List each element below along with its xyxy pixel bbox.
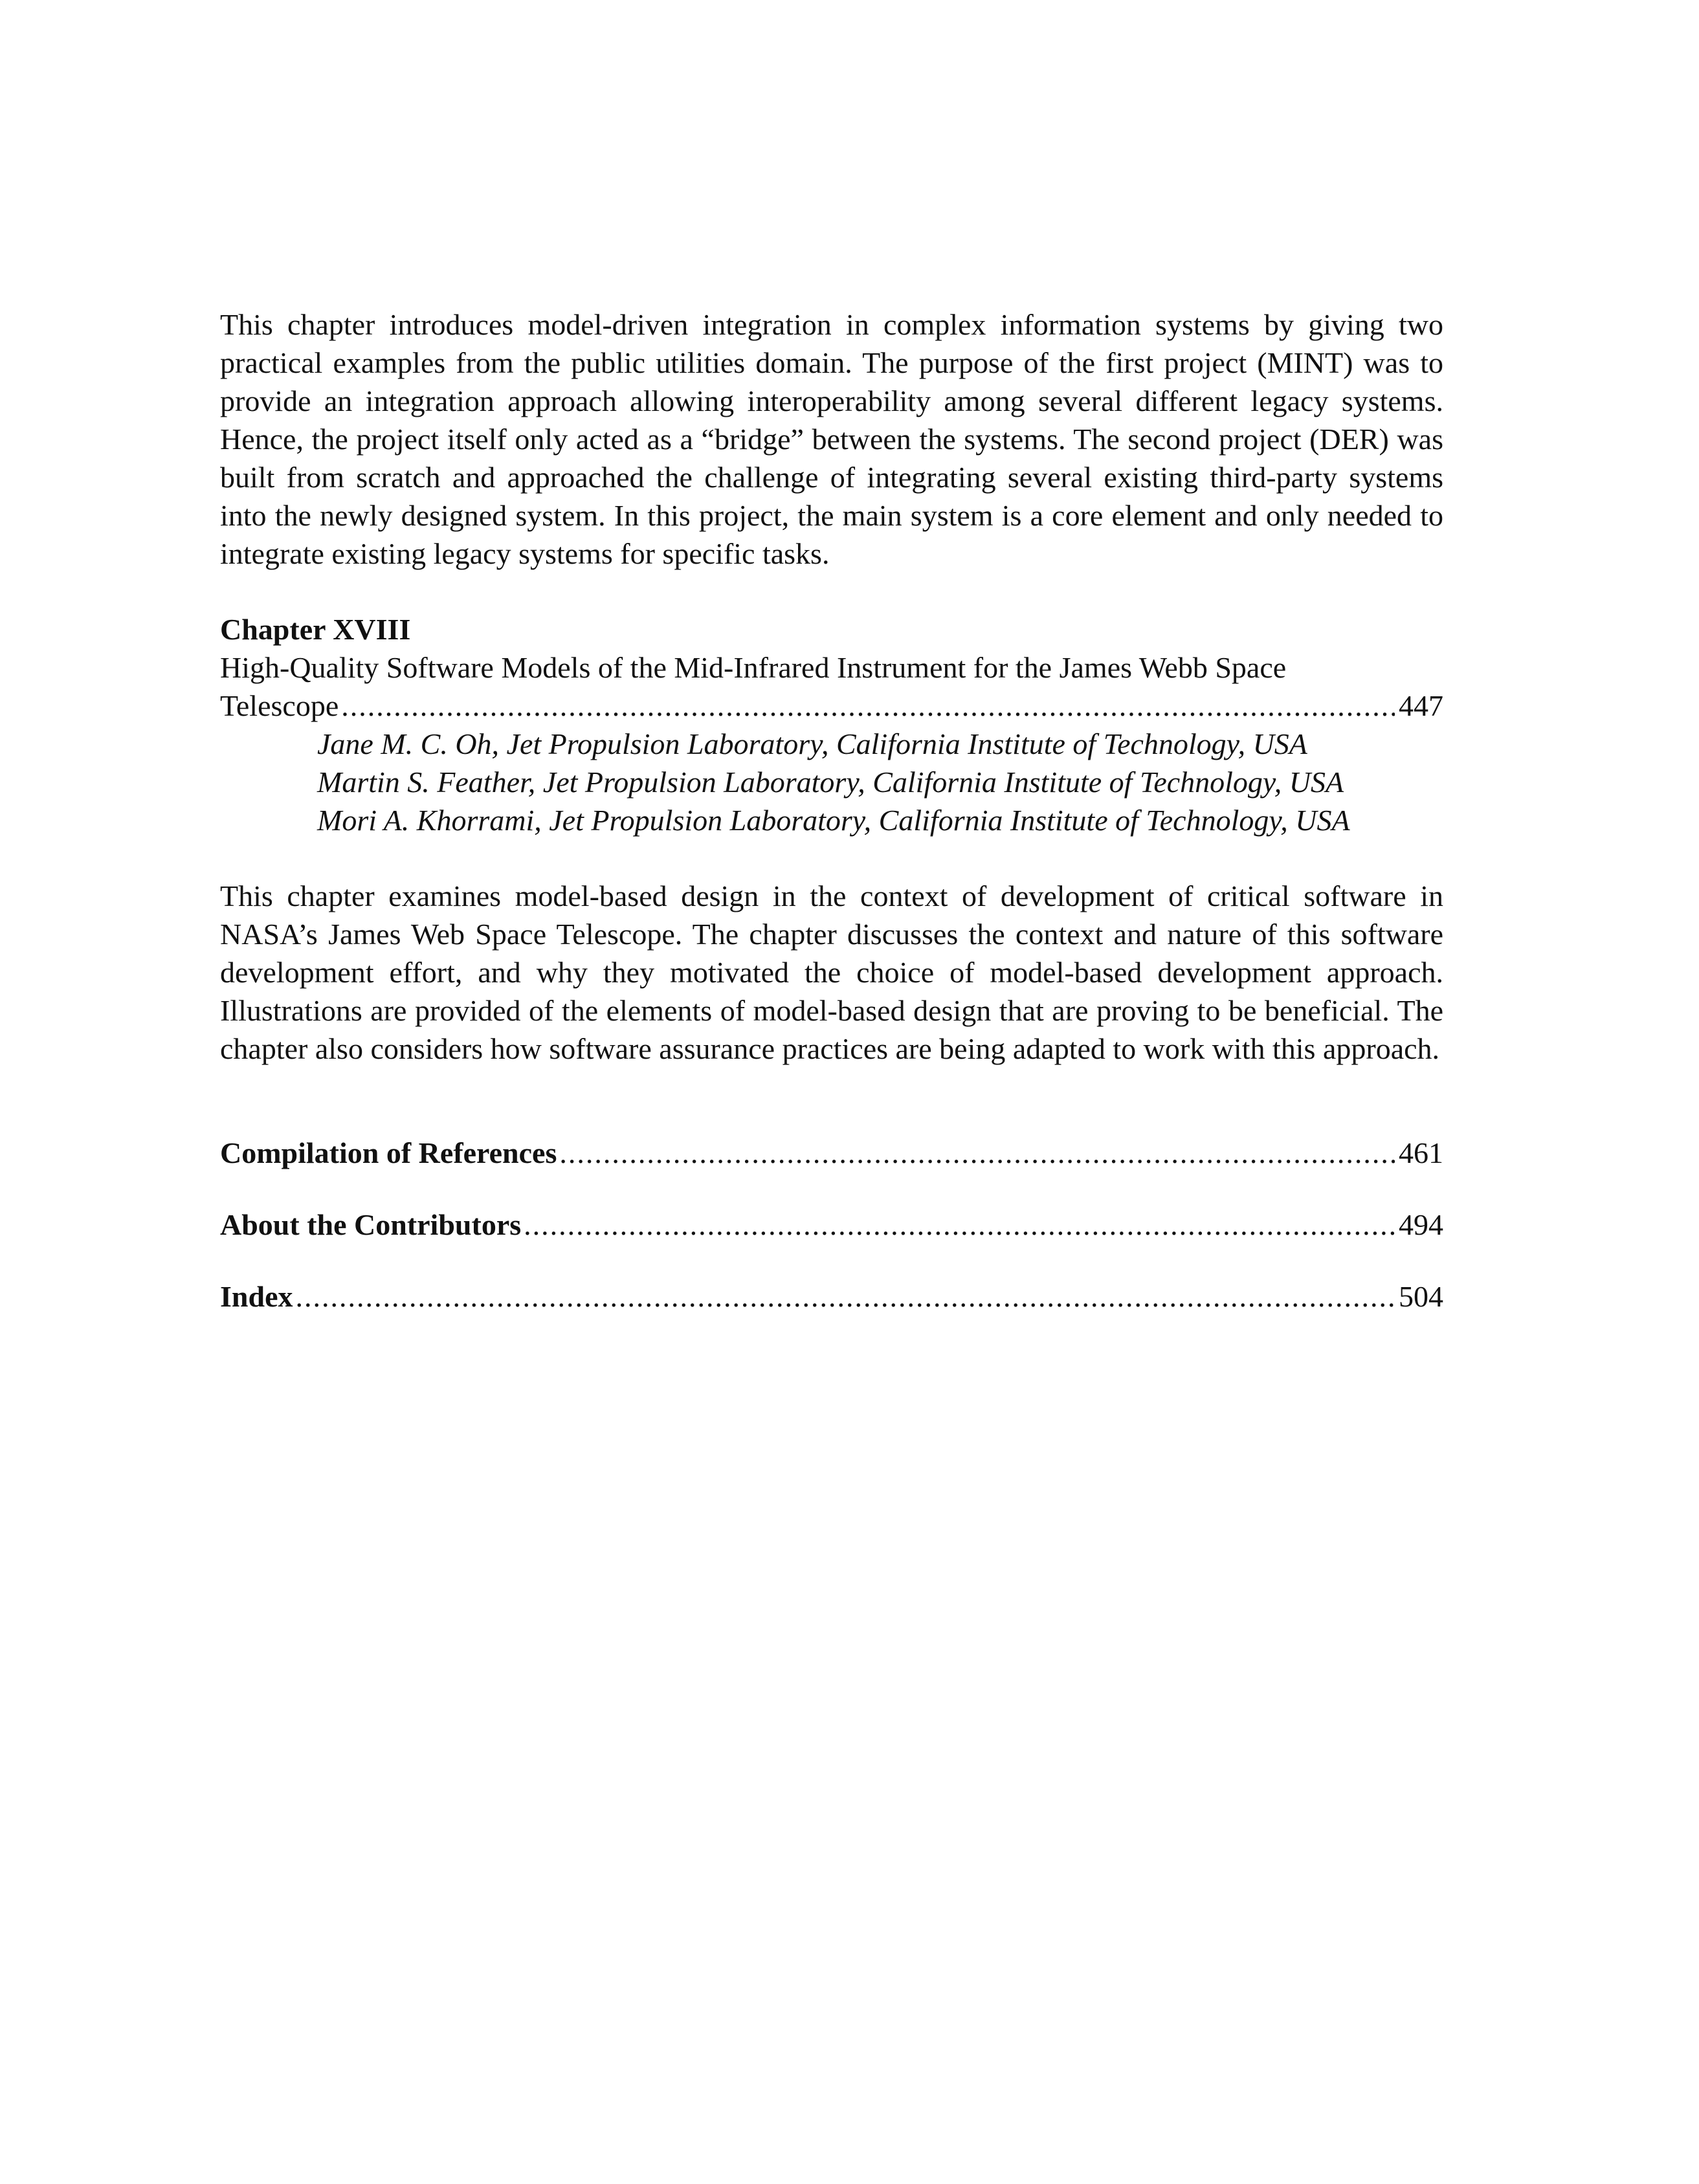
dot-leader [341, 687, 1395, 725]
chapter-xvii-abstract: This chapter introduces model-driven integration in complex information systems by giving two practical examples from the public utilities domain. The purpose of the first project (MINT) was to provide an integration approach allowing interoperability among several different legacy systems. Hence, the project itself only acted as a “bridge” between the systems. The second project (DER) was built from scratch and approached the challenge of integrating several existing third-party systems into the newly designed system. In this project, the main system is a core element and only needed to integrate existing legacy systems for specific tasks. [220, 308, 1443, 570]
toc-entry-label: Compilation of References [220, 1136, 557, 1169]
chapter-authors [317, 725, 1443, 839]
toc-entry-compilation-of-references[interactable] [220, 1134, 1443, 1172]
author-line: Martin S. Feather, Jet Propulsion Laboratory, California Institute of Technology, USA [317, 766, 1344, 799]
author-line: Jane M. C. Oh, Jet Propulsion Laboratory, California Institute of Technology, USA [317, 727, 1307, 760]
chapter-xviii-abstract: This chapter examines model-based design in the context of development of critical software in NASA’s James Web Space Telescope. The chapter discusses the context and nature of this software development effort, and why they motivated the choice of model-based development approach. Illustrations are provided of the elements of model-based design that are proving to be beneficial. The chapter also considers how software assurance practices are being adapted to work with this approach. [220, 879, 1443, 1065]
toc-entry-label: About the Contributors [220, 1208, 522, 1241]
chapter-title-end: Telescope [220, 689, 339, 722]
chapter-page-number: 447 [1399, 689, 1443, 722]
toc-entry-index[interactable] [220, 1277, 1443, 1316]
chapter-title: High-Quality Software Models of the Mid-Infrared Instrument for the James Webb Space [220, 651, 1287, 684]
toc-entry-about-the-contributors[interactable] [220, 1206, 1443, 1244]
chapter-title-page-line[interactable] [220, 687, 1443, 725]
back-matter-list [220, 1134, 1443, 1316]
toc-entry-label: Index [220, 1280, 293, 1313]
dot-leader [559, 1134, 1395, 1172]
dot-leader [295, 1277, 1395, 1316]
toc-entry-page: 504 [1399, 1280, 1443, 1313]
dot-leader [524, 1206, 1395, 1244]
author-line: Mori A. Khorrami, Jet Propulsion Laboratory, California Institute of Technology, USA [317, 804, 1350, 837]
toc-page [220, 305, 1443, 1349]
toc-entry-page: 494 [1399, 1208, 1443, 1241]
chapter-label: Chapter XVIII [220, 613, 411, 646]
chapter-xviii-entry [220, 610, 1443, 839]
toc-entry-page: 461 [1399, 1136, 1443, 1169]
